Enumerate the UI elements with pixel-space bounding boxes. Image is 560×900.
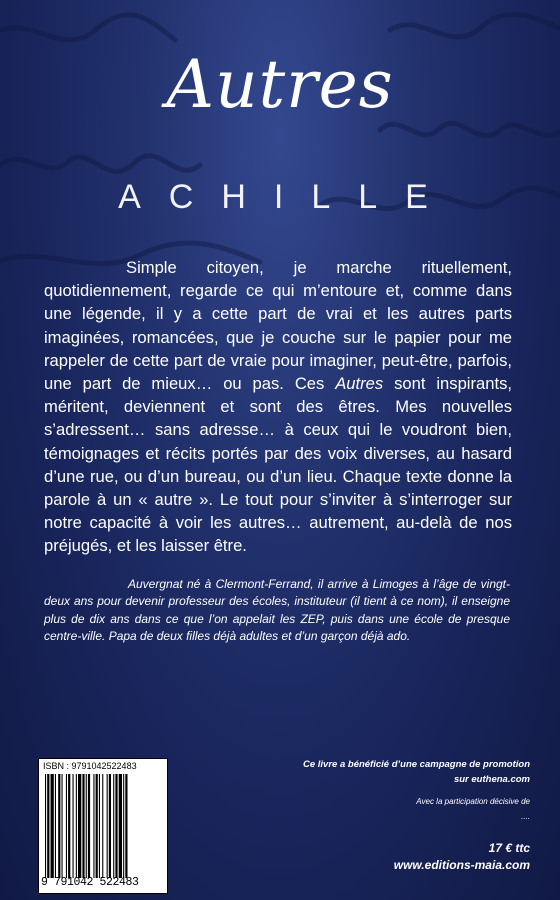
promotion-line-2: sur euthena.com	[453, 774, 530, 785]
barcode-bar	[86, 774, 87, 878]
isbn-digits: 9 791042 522483	[41, 876, 139, 889]
author-name: ACHILLE	[118, 178, 456, 216]
barcode-bar	[107, 774, 108, 878]
publisher-website: www.editions-maia.com	[393, 858, 530, 872]
blurb-title-mention: Autres	[335, 374, 384, 394]
barcode-bar	[96, 774, 98, 878]
book-title: Autres	[166, 46, 394, 123]
barcode-bar	[102, 774, 103, 878]
barcode-bar	[58, 774, 60, 878]
barcode-bar	[119, 774, 122, 878]
barcode-bar	[125, 774, 127, 878]
barcode-bar	[73, 774, 74, 878]
barcode-bar	[99, 774, 100, 878]
barcode-bar	[68, 774, 70, 878]
barcode-bar	[47, 774, 49, 878]
participation-note	[260, 794, 530, 824]
barcode-bar	[88, 774, 90, 878]
participation-dots: ....	[521, 812, 530, 821]
promotion-note	[260, 757, 530, 787]
blurb-text-end: sont inspirants, méritent, deviennent et sont des êtres. Mes nouvelles s’adressent… sans adresse… à ceux qui le voudront bien, témoignages et récits portés par des voix diverses, au hasard d’une rue, ou d’un bureau, ou d’un lieu. Chaque texte donne la parole à un « autre ». Le tout pour s’inviter à s’interroger sur notre capacité à voir les autres… autrement, au-delà de nos préjugés, et les laisser être.	[44, 374, 512, 556]
handwriting-background	[0, 0, 560, 300]
barcode-bars	[43, 774, 163, 878]
isbn-label: ISBN : 9791042522483	[43, 761, 137, 771]
barcode-bar	[93, 774, 94, 878]
barcode-bar	[123, 774, 124, 878]
barcode-bar	[45, 774, 46, 878]
barcode-bar	[62, 774, 63, 878]
book-price: 17 € ttc	[488, 841, 530, 855]
blurb-text-start: Simple citoyen, je marche rituellement, quotidiennement, regarde ce qui m’entoure et, comme dans une légende, il y a cette part de vrai et les autres parts imaginées, romancées, que je couche sur le papier pour me rappeler de cette part de vraie pour imaginer, peut-être, parfois, une part de mieux… ou pas. Ces	[44, 258, 512, 394]
back-cover-blurb	[44, 256, 512, 558]
barcode-bar	[55, 774, 56, 878]
barcode-bar	[115, 774, 117, 878]
barcode-bar	[78, 774, 81, 878]
barcode-bar	[66, 774, 67, 878]
barcode-bar	[113, 774, 114, 878]
author-bio-text: Auvergnat né à Clermont-Ferrand, il arrive à Limoges à l’âge de vingt-deux ans pour devenir professeur des écoles, instituteur (il tient à ce nom), il enseigne plus de dix ans dans ce que l’on appelait les ZEP, puis dans une école de presque centre-ville. Papa de deux filles déjà adultes et d’un garçon déjà ado.	[44, 577, 510, 644]
barcode-bar	[82, 774, 84, 878]
promotion-line-1: Ce livre a bénéficié d’une campagne de promotion	[303, 759, 530, 770]
author-bio	[44, 576, 510, 646]
participation-text: Avec la participation décisive de	[416, 797, 530, 806]
barcode-bar	[109, 774, 111, 878]
barcode-bar	[76, 774, 77, 878]
barcode-bar	[51, 774, 54, 878]
isbn-barcode	[38, 758, 168, 894]
